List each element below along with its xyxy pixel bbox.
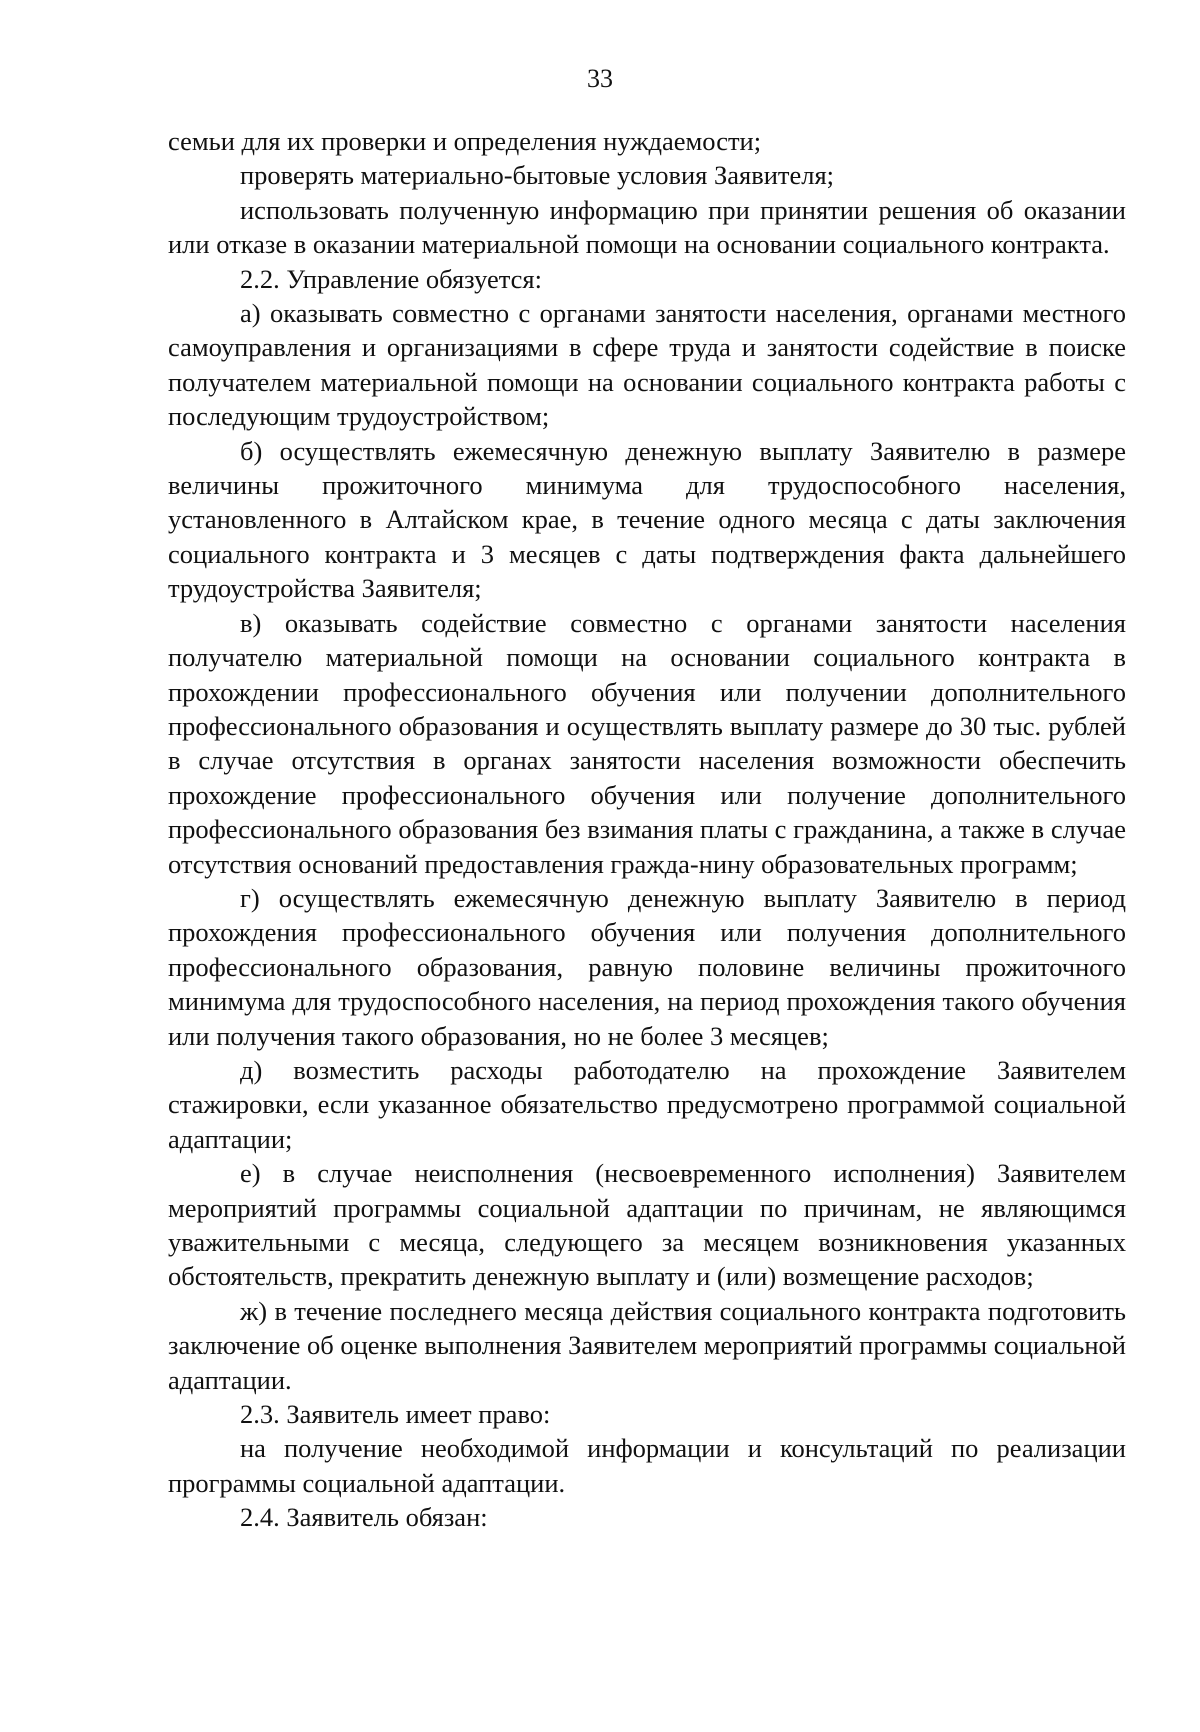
paragraph-item-a: а) оказывать совместно с органами занятости населения, органами местного самоуправления и организациями в сфере труда и занятости содействие в поиске получателем материальной помощи на основании социального контракта работы с последующим трудоустройством;	[168, 298, 1126, 432]
paragraph-item-e: е) в случае неисполнения (несвоевременного исполнения) Заявителем мероприятий программы социальной адаптации по причинам, не являющимся уважительными с месяца, следующего за месяцем возникновения указанных обстоятельств, прекратить денежную выплату и (или) возмещение расходов;	[168, 1158, 1126, 1292]
paragraph-item-g: г) осуществлять ежемесячную денежную выплату Заявителю в период прохождения профессионального обучения или получения дополнительного профессионального образования, равную половине величины прожиточного минимума для трудоспособного населения, на период прохождения такого обучения или получения такого образования, но не более 3 месяцев;	[168, 882, 1126, 1051]
section-heading-2-4: 2.4. Заявитель обязан:	[240, 1502, 488, 1533]
paragraph-item-d: д) возместить расходы работодателю на прохождение Заявителем стажировки, если указанное обязательство предусмотрено программой социальной адаптации;	[168, 1054, 1126, 1154]
page-number: 33	[587, 64, 613, 93]
section-heading-2-3: 2.3. Заявитель имеет право:	[240, 1399, 551, 1430]
section-heading-2-2: 2.2. Управление обязуется:	[240, 263, 542, 294]
paragraph-item-b: б) осуществлять ежемесячную денежную выплату Заявителю в размере величины прожиточного минимума для трудоспособного населения, установленного в Алтайском крае, в течение одного месяца с даты заключения социального контракта и 3 месяцев с даты подтверждения факта дальнейшего трудоустройства Заявителя;	[168, 435, 1126, 604]
paragraph-use-information: использовать полученную информацию при принятии решения об оказании или отказе в оказании материальной помощи на основании социального контракта.	[168, 194, 1126, 260]
paragraph-continuation: семьи для их проверки и определения нуждаемости;	[168, 126, 762, 156]
paragraph-right-information: на получение необходимой информации и консультаций по реализации программы социальной адаптации.	[168, 1433, 1126, 1498]
document-body	[168, 124, 1126, 1535]
paragraph-item-v: в) оказывать содействие совместно с органами занятости населения получателю материальной помощи на основании социального контракта в прохождении профессионального обучения или получении дополнительного профессионального образования и осуществлять выплату размере до 30 тыс. рублей в случае отсутствия в органах занятости населения возможности обеспечить прохождение профессионального обучения или получение дополнительного профессионального образования без взимания платы с гражданина, а также в случае отсутствия оснований предоставления гражда-нину образовательных программ;	[168, 607, 1126, 879]
paragraph-item-zh: ж) в течение последнего месяца действия социального контракта подготовить заключение об оценке выполнения Заявителем мероприятий программы социальной адаптации.	[168, 1295, 1126, 1395]
paragraph-check-conditions: проверять материально-бытовые условия Заявителя;	[240, 160, 835, 191]
